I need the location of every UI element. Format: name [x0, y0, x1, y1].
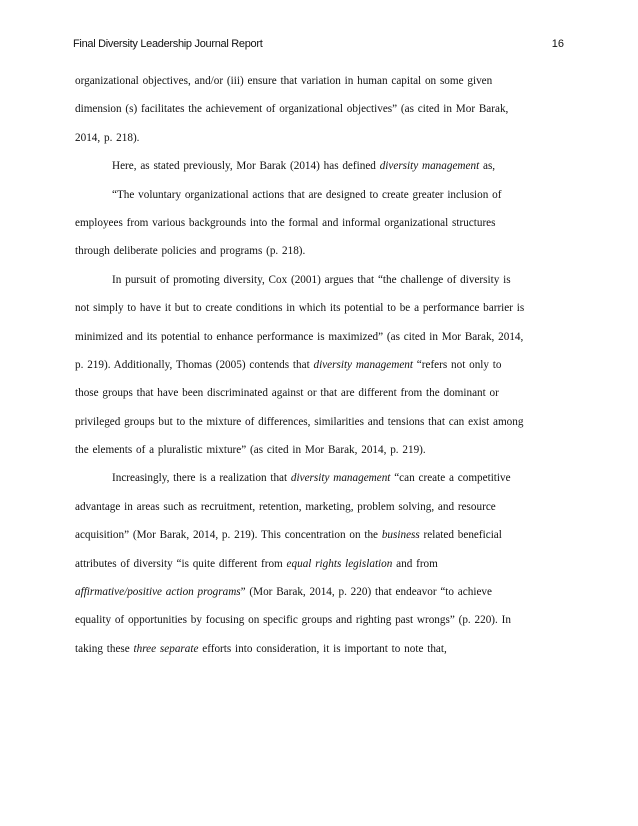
italic-term: diversity management: [313, 358, 413, 371]
text-run: employees from various backgrounds into the formal and informal organizational structures: [75, 216, 496, 229]
italic-term: equal rights legislation: [286, 557, 393, 570]
text-line: [75, 436, 565, 464]
text-run: “The voluntary organizational actions that are designed to create greater inclusion of: [112, 188, 502, 201]
text-run: not simply to have it but to create conditions in which its potential to be a performance barrier is: [75, 302, 525, 315]
text-run: dimension (s) facilitates the achievement of organizational objectives” (as cited in Mor Barak,: [75, 103, 509, 116]
text-run: efforts into consideration, it is important to note that,: [198, 642, 447, 655]
text-line: [75, 379, 565, 407]
text-line: [75, 237, 565, 265]
text-run: “refers not only to: [413, 358, 502, 371]
header-title: Final Diversity Leadership Journal Report: [73, 38, 263, 50]
text-run: organizational objectives, and/or (iii) ensure that variation in human capital on some given: [75, 75, 493, 87]
text-run: related beneficial: [419, 529, 502, 542]
italic-term: business: [381, 529, 420, 542]
italic-term: diversity management: [379, 160, 480, 173]
text-line: [75, 635, 565, 663]
text-line: [75, 464, 565, 492]
text-line: [75, 493, 565, 521]
text-line: [75, 606, 565, 634]
text-line: [75, 294, 565, 322]
text-run: Increasingly, there is a realization that: [112, 472, 291, 485]
text-line: [75, 351, 565, 379]
text-run: privileged groups but to the mixture of differences, similarities and tensions that can exist among: [75, 415, 524, 428]
text-run: attributes of diversity “is quite different from: [75, 557, 287, 570]
text-run: through deliberate policies and programs (p. 218).: [75, 245, 306, 258]
text-line: [75, 124, 565, 152]
text-line: [75, 408, 565, 436]
text-run: “can create a competitive: [390, 472, 511, 485]
italic-term: diversity management: [290, 472, 391, 485]
text-run: the elements of a pluralistic mixture” (as cited in Mor Barak, 2014, p. 219).: [75, 444, 426, 457]
text-run: those groups that have been discriminated against or that are different from the dominant or: [75, 387, 499, 400]
text-run: as,: [479, 160, 496, 173]
text-line: [75, 578, 565, 606]
text-line: [75, 266, 565, 294]
text-run: In pursuit of promoting diversity, Cox (2001) argues that “the challenge of diversity is: [112, 273, 511, 286]
text-line: [75, 209, 565, 237]
text-line: [75, 67, 565, 95]
text-run: ” (Mor Barak, 2014, p. 220) that endeavor “to achieve: [240, 586, 492, 599]
text-line: [75, 521, 565, 549]
text-line: [75, 152, 565, 180]
text-run: advantage in areas such as recruitment, retention, marketing, problem solving, and resource: [75, 500, 496, 513]
text-run: and from: [392, 557, 438, 570]
text-run: minimized and its potential to enhance performance is maximized” (as cited in Mor Barak, 2014,: [75, 330, 524, 343]
text-line: [75, 95, 565, 123]
text-run: acquisition” (Mor Barak, 2014, p. 219). This concentration on the: [75, 529, 382, 542]
text-run: equality of opportunities by focusing on specific groups and righting past wrongs” (p. 220). In: [75, 614, 511, 627]
text-run: 2014, p. 218).: [75, 131, 140, 144]
text-run: taking these: [75, 642, 134, 655]
italic-term: three separate: [133, 642, 199, 655]
text-run: Here, as stated previously, Mor Barak (2014) has defined: [112, 160, 380, 173]
text-run: p. 219). Additionally, Thomas (2005) contends that: [75, 358, 314, 371]
italic-term: affirmative/positive action programs: [75, 586, 241, 599]
page-header: [73, 38, 564, 54]
body-text: [75, 67, 565, 663]
text-line: [75, 181, 565, 209]
text-line: [75, 323, 565, 351]
page-number: 16: [551, 38, 564, 50]
text-line: [75, 550, 565, 578]
